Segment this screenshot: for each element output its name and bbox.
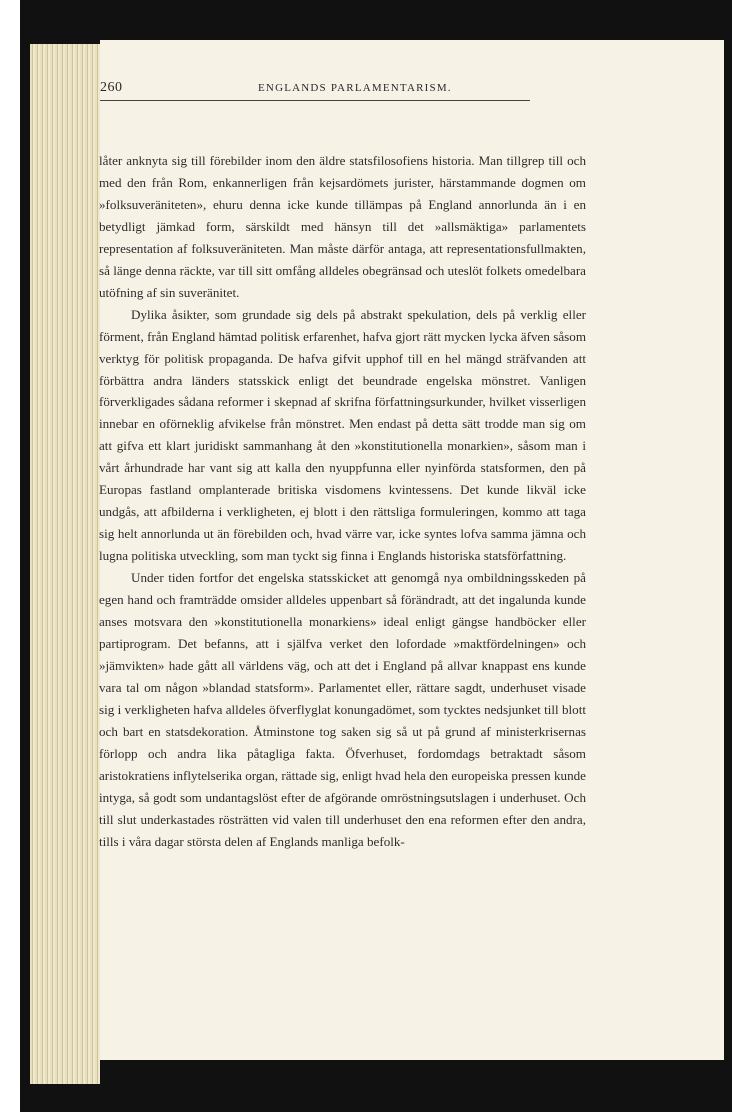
- body-text: [99, 150, 586, 853]
- page-edges: [30, 44, 100, 1084]
- paragraph-3: Under tiden fortfor det engelska statsskicket att genomgå nya ombildningsskeden på egen hand och framträdde omsider alldeles uppenbart så förändradt, att det ingalunda kunde anses motsvara den »konstitutionella monarkiens» ideal enligt gängse handböcker eller partiprogram. Det befanns, att i själfva verket den lofordade »maktfördelningen» och »jämvikten» hade gått all världens väg, och att det i England på allvar knappast ens kunde vara tal om någon »blandad statsform». Parlamentet eller, rättare sagdt, underhuset visade sig i verkligheten hafva alldeles öfverflyglat konungadömet, som tycktes nedsjunket till blott och bart en statsdekoration. Åtminstone tog saken sig så ut på grund af ministerkrisernas förlopp och andra lika påtagliga fakta. Öfverhuset, fordomdags betraktadt såsom aristokratiens inflytelserika organ, rättade sig, enligt hvad hela den europeiska pressen kunde intyga, så godt som undantagslöst efter de afgörande omröstningsutslagen i underhuset. Och till slut underkastades rösträtten vid valen till underhuset den ena reformen efter den andra, tills i våra dagar största delen af Englands manliga befolk-: [99, 570, 586, 849]
- paragraph-1: låter anknyta sig till förebilder inom den äldre statsfilosofiens historia. Man tillgrep till och med den från Rom, enkannerligen från kejsardömets jurister, härstammande dogmen om »folksuveräniteten», ehuru denna icke kunde tillämpas på England annorlunda än i en betydligt jämkad form, särskildt med hänsyn till det »allsmäktiga» parlamentets representation af folksuveräniteten. Man måste därför antaga, att representationsfullmakten, så länge denna räckte, var till sitt omfång alldeles obegränsad och uteslöt folkets omedelbara utöfning af sin suveränitet.: [99, 153, 586, 300]
- running-head: ENGLANDS PARLAMENTARISM.: [258, 82, 452, 94]
- page-header: [100, 80, 530, 101]
- page-number: 260: [100, 80, 123, 95]
- paragraph-2: Dylika åsikter, som grundade sig dels på abstrakt spekulation, dels på verklig eller förment, från England hämtad politisk erfarenhet, hafva gjort rätt mycken lycka äfven såsom verktyg för politisk propaganda. De hafva gifvit upphof till en hel mängd sträfvanden att förbättra andra länders statsskick enligt det beundrade engelska mönstret. Vanligen förverkligades sådana reformer i skepnad af skrifna författningsurkunder, hvilket visserligen innebar en oförneklig afvikelse från mönstret. Men endast på detta sätt trodde man sig om att gifva ett klart juridiskt sammanhang åt den »konstitutionella monarkien», såsom man i vårt århundrade har vant sig att kalla den nyuppfunna eller nyinförda statsformen, den på Europas fastland omplanterade britiska visdomens kvintessens. Det kunde likväl icke undgås, att afbilderna i verkligheten, ej blott i den rättsliga formuleringen, kommo att taga sig helt annorlunda ut än förebilden och, hvad värre var, icke syntes lofva samma jämna och lugna politiska utveckling, som man tyckt sig finna i Englands historiska statsförfattning.: [99, 306, 586, 564]
